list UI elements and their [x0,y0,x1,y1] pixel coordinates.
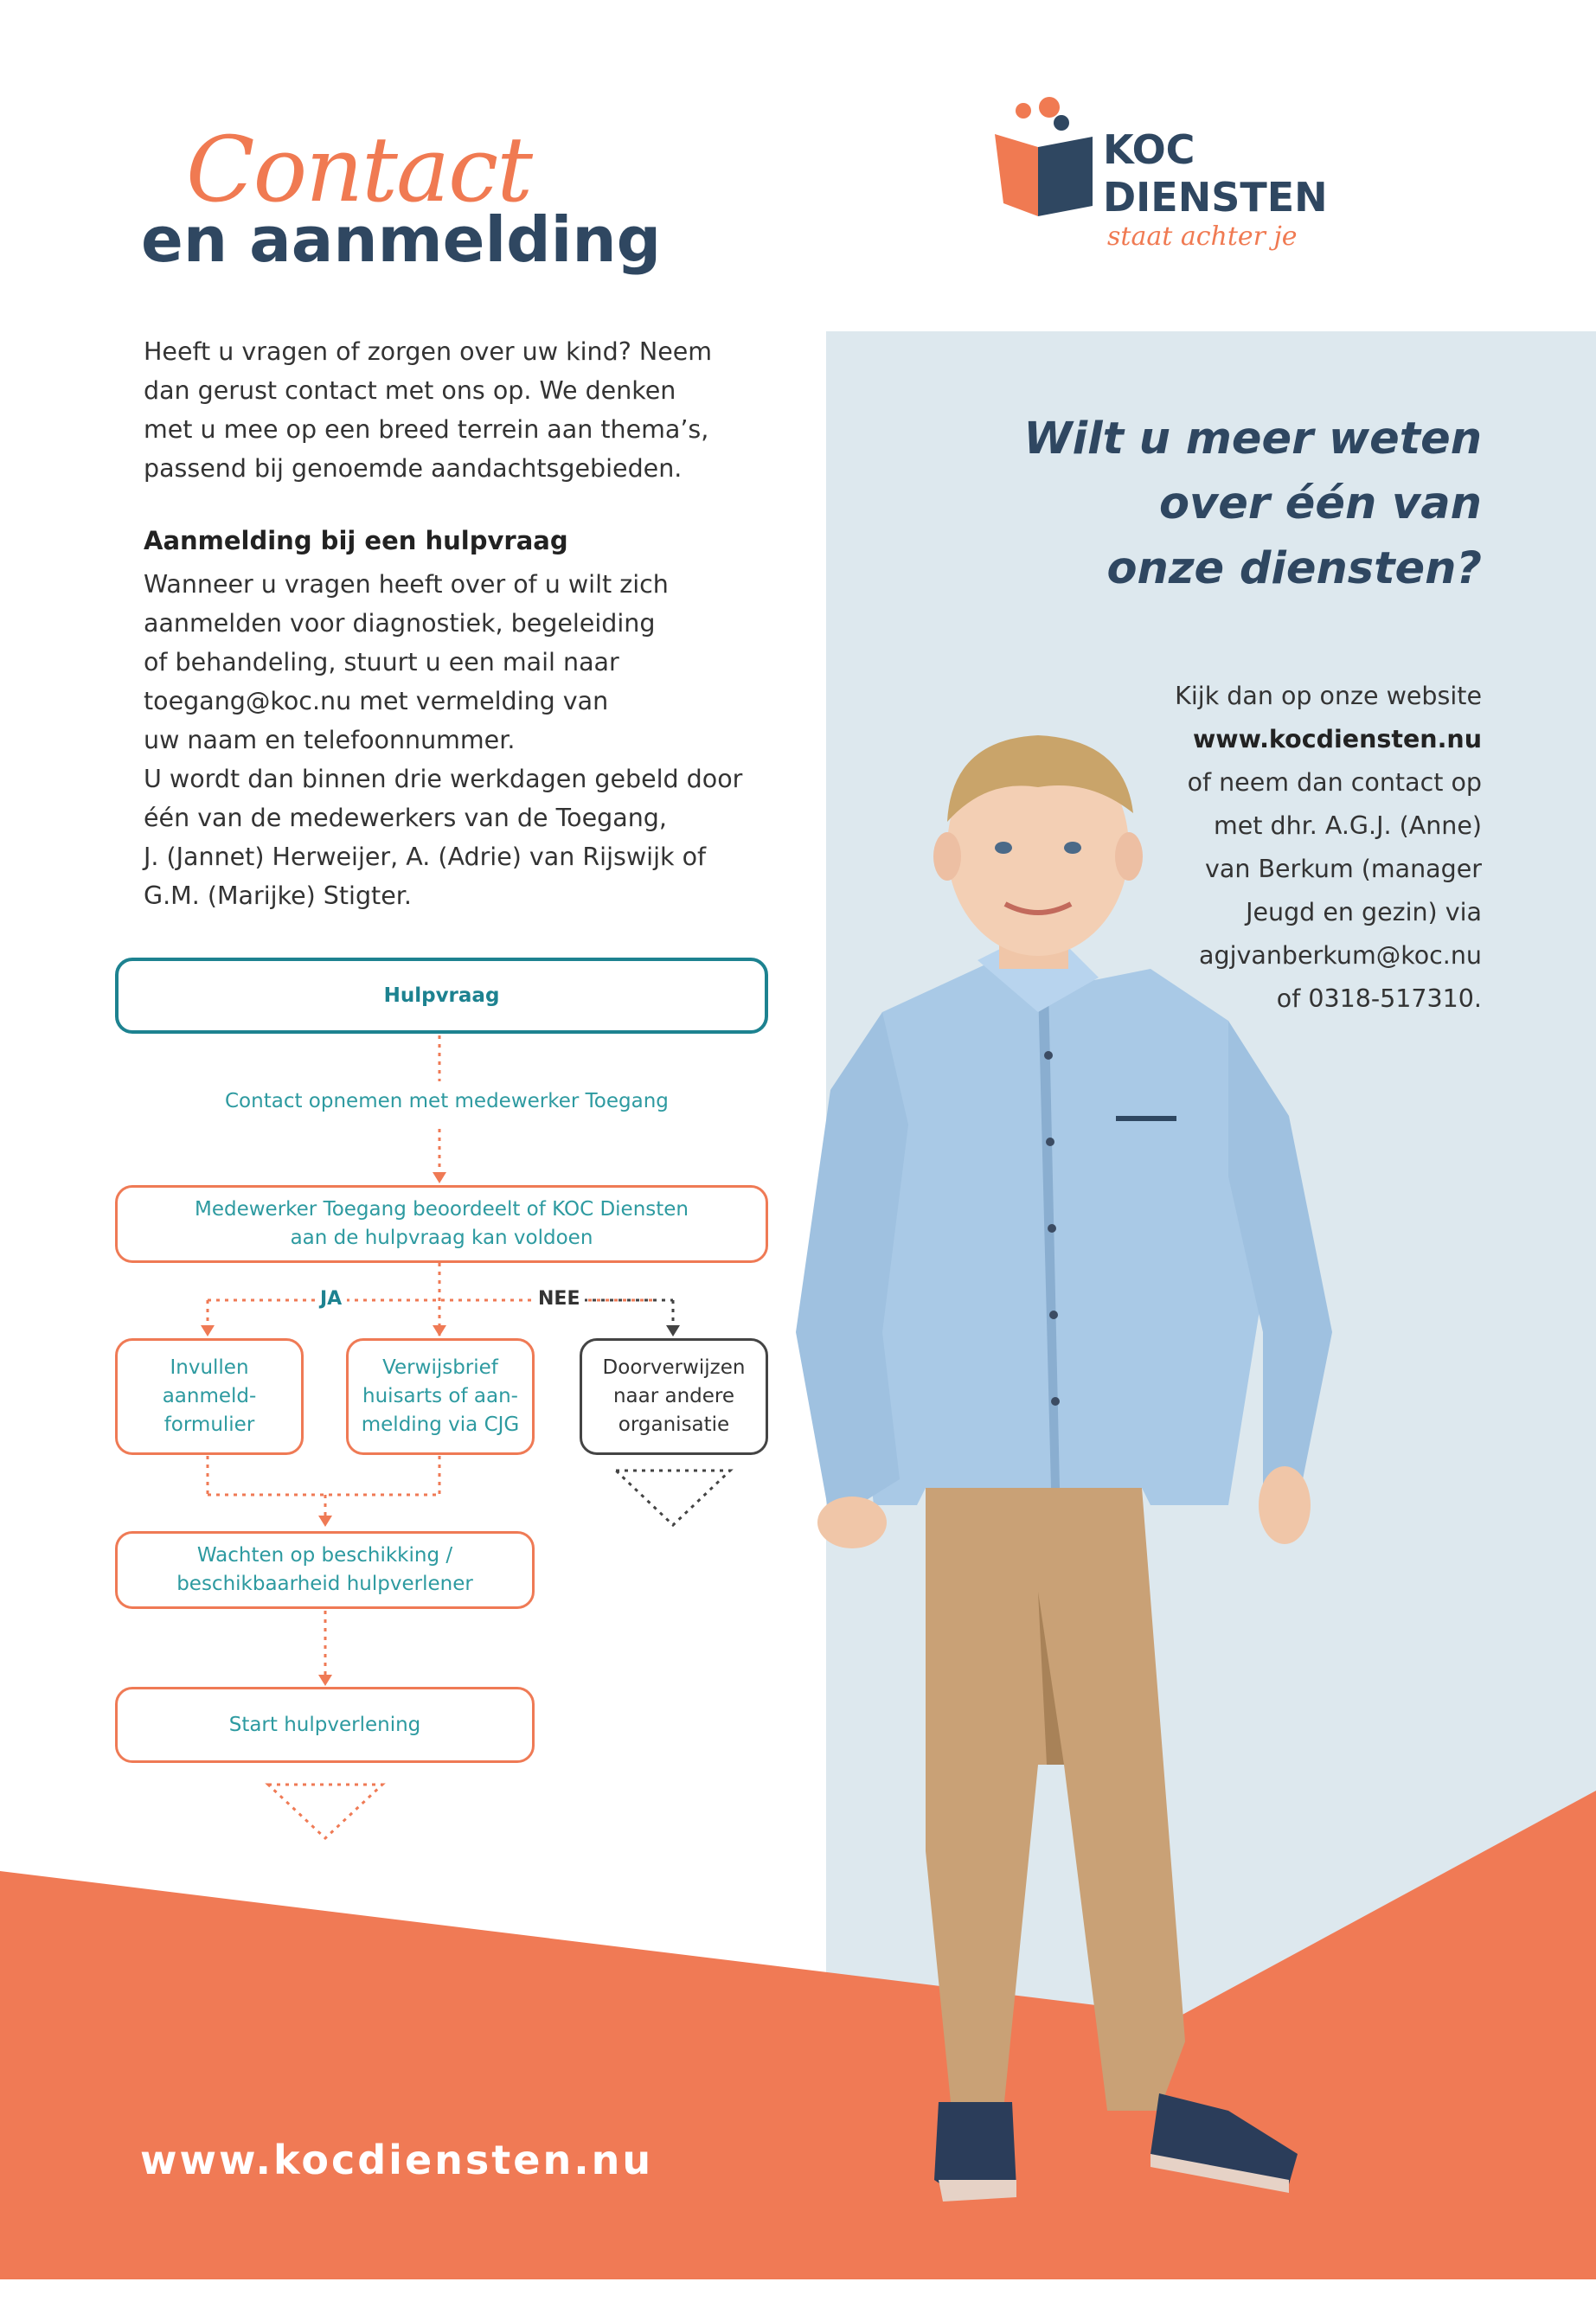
sidebar-email-link[interactable]: agjvanberkum@koc.nu [1199,941,1482,970]
arrow-head [318,1516,332,1527]
flow-box-hulpvraag: Hulpvraag [115,958,768,1034]
flow-box-wachten: Wachten op beschikking / beschikbaarheid hulpverlener [115,1531,535,1609]
arrow-head [201,1325,215,1336]
logo-text-diensten: DIENSTEN [1103,174,1328,221]
page-title-script: Contact [186,117,532,222]
arrow-head [433,1325,446,1336]
sidebar-line: of neem dan contact op [1187,768,1482,797]
flow-label-ja: JA [315,1288,347,1310]
page-title: en aanmelding [141,203,662,276]
flow-box-invullen: Invullen aanmeld- formulier [115,1338,304,1455]
flow-box-beoordeelt: Medewerker Toegang beoordeelt of KOC Diensten aan de hulpvraag kan voldoen [115,1185,768,1263]
arrow-head [433,1172,446,1183]
flow-box-verwijsbrief: Verwijsbrief huisarts of aan- melding via CJG [346,1338,535,1455]
logo-text-koc: KOC [1103,126,1195,173]
intro-paragraph: Heeft u vragen of zorgen over uw kind? Neem dan gerust contact met ons op. We denken met u mee op een breed terrein aan thema’s, passend bij genoemde aandachtsgebieden. [144,337,713,483]
sidebar-line: met dhr. A.G.J. (Anne) [1213,811,1482,840]
aanmelding-paragraph: Wanneer u vragen heeft over of u wilt zich aanmelden voor diagnostiek, begeleiding of behandeling, stuurt u een mail naar toegang@koc.nu met vermelding van uw naam en telefoonnummer. U wordt dan binnen drie werkdagen gebeld door één van de medewerkers van de Toegang, J. (Jannet) Herweijer, A. (Adrie) van Rijswijk of G.M. (Marijke) Stigter. [144,570,743,910]
aanmelding-heading: Aanmelding bij een hulpvraag [144,526,568,555]
footer-website-link[interactable]: www.kocdiensten.nu [140,2137,654,2183]
arrow-head-dark [666,1325,680,1336]
arrow-head [318,1675,332,1686]
sidebar-line: Kijk dan op onze website [1175,682,1482,710]
flow-box-doorverwijzen: Doorverwijzen naar andere organisatie [580,1338,768,1455]
sidebar-line: van Berkum (manager [1205,855,1482,883]
end-triangle [268,1785,382,1838]
sidebar-website-link[interactable]: www.kocdiensten.nu [1192,725,1482,753]
flow-label-nee: NEE [533,1288,585,1310]
end-triangle-dark [616,1471,730,1525]
sidebar-line: of 0318-517310. [1276,984,1482,1013]
sidebar-line: Jeugd en gezin) via [1246,898,1482,926]
flow-label-contact: Contact opnemen met medewerker Toegang [225,1090,669,1112]
sidebar-heading: Wilt u meer weten over één van onze diensten? [1023,413,1482,594]
logo-tagline: staat achter je [1107,221,1298,252]
flow-box-start: Start hulpverlening [115,1687,535,1763]
